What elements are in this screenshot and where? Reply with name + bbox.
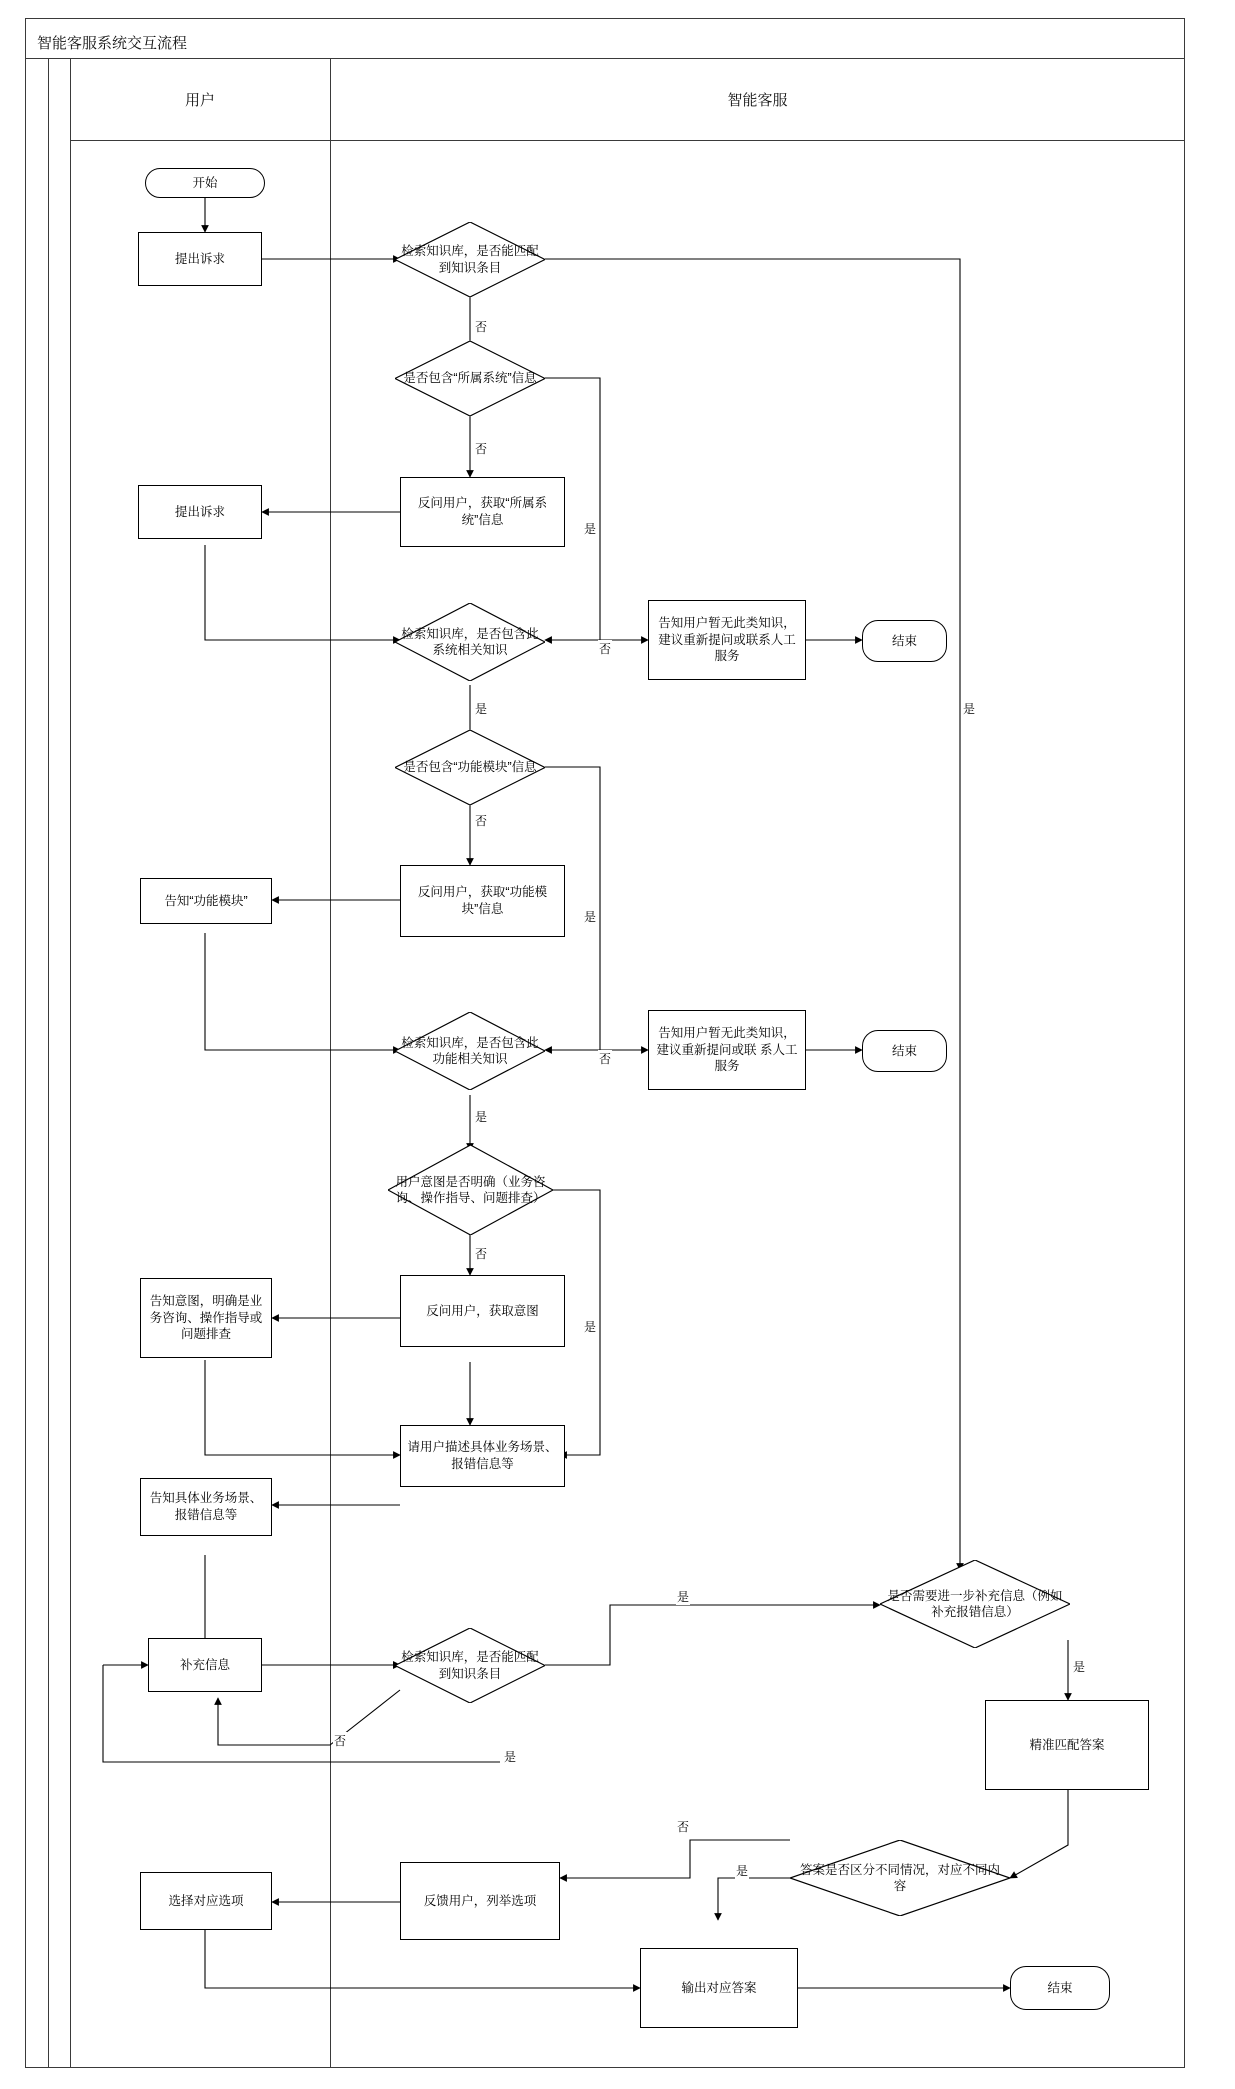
node-has-system-info[interactable] [395,341,545,416]
node-match-knowledge-1[interactable] [395,222,545,297]
node-label: 是否需要进一步补充信息（例如补充报错信息） [887,1588,1063,1619]
node-tell-intent[interactable]: 告知意图，明确是业务咨询、操作指导或问题排查 [140,1278,272,1358]
edge-label-no-8: 是 [1073,1660,1086,1674]
node-user-request-2[interactable]: 提出诉求 [138,485,262,539]
node-label: 检索知识库，是否包含此系统相关知识 [401,626,539,657]
node-start[interactable]: 开始 [145,168,265,198]
edge-label-no-6: 否 [475,1247,488,1261]
edge-label-yes-9: 否 [677,1820,690,1834]
edge-label-yes-3: 是 [963,702,976,716]
node-has-system-knowledge[interactable] [395,603,545,681]
node-user-request-1[interactable]: 提出诉求 [138,232,262,286]
edge-label-no-7: 否 [334,1734,347,1748]
node-label: 检索知识库，是否包含此功能相关知识 [401,1035,539,1066]
edge-label-yes-5: 是 [475,1110,488,1124]
node-ask-intent[interactable]: 反问用户，获取意图 [400,1275,565,1347]
edge-label-no-9: 是 [736,1864,749,1878]
lane-header-bot: 智能客服 [727,91,788,109]
edge-label-yes-1: 是 [584,522,597,536]
node-has-feature-knowledge[interactable] [395,1012,545,1090]
node-tell-module[interactable]: 告知“功能模块” [140,878,272,924]
node-ask-scenario[interactable]: 请用户描述具体业务场景、报错信息等 [400,1425,565,1487]
edge-label-yes-7: 是 [677,1590,690,1604]
node-label: 检索知识库，是否能匹配到知识条目 [401,1650,539,1681]
node-choose-option[interactable]: 选择对应选项 [140,1872,272,1930]
edge-label-no-4: 否 [475,814,488,828]
node-label: 答案是否区分不同情况，对应不同内容 [799,1862,1000,1893]
node-end-2[interactable]: 结束 [862,1030,947,1072]
node-answer-has-branches[interactable] [790,1840,1010,1916]
node-supplement-info[interactable]: 补充信息 [148,1638,262,1692]
node-intent-clear[interactable] [388,1145,553,1235]
edge-label-yes-6: 是 [584,1320,597,1334]
node-ask-module-info[interactable]: 反问用户，获取“功能模块”信息 [400,865,565,937]
node-label: 用户意图是否明确（业务咨询、操作指导、问题排查） [395,1174,546,1205]
node-match-knowledge-2[interactable] [395,1628,545,1703]
lane-left-edge [48,58,49,2068]
lane-divider [70,58,71,2068]
node-no-knowledge-1[interactable]: 告知用户暂无此类知识，建议重新提问或联系人工服务 [648,600,806,680]
node-need-more-info[interactable] [880,1560,1070,1648]
node-end-1[interactable]: 结束 [862,620,947,662]
node-no-knowledge-2[interactable]: 告知用户暂无此类知识，建议重新提问或联 系人工服务 [648,1010,806,1090]
node-ask-system-info[interactable]: 反问用户，获取“所属系统”信息 [400,477,565,547]
edge-label-no-3: 否 [599,642,612,656]
node-end-3[interactable]: 结束 [1010,1966,1110,2010]
lane-header-divider [70,140,1185,141]
diagram-title: 智能客服系统交互流程 [37,35,188,52]
edge-label-yes-4: 是 [584,910,597,924]
node-has-module-info[interactable] [395,730,545,805]
edge-label-yes-2: 是 [475,702,488,716]
node-label: 是否包含“所属系统”信息 [403,371,537,386]
edge-label-no-5: 否 [599,1052,612,1066]
node-list-options[interactable]: 反馈用户，列举选项 [400,1862,560,1940]
node-output-answer[interactable]: 输出对应答案 [640,1948,798,2028]
lane-divider-user-bot [330,58,331,2068]
node-label: 是否包含“功能模块”信息 [403,760,537,775]
edge-label-no-1: 否 [475,320,488,334]
edge-label-yes-8: 是 [504,1750,517,1764]
node-precise-answer[interactable]: 精准匹配答案 [985,1700,1149,1790]
lane-header-user: 用户 [184,91,215,109]
node-label: 检索知识库，是否能匹配到知识条目 [401,244,539,275]
node-tell-scenario[interactable]: 告知具体业务场景、报错信息等 [140,1478,272,1536]
edge-label-no-2: 否 [475,442,488,456]
